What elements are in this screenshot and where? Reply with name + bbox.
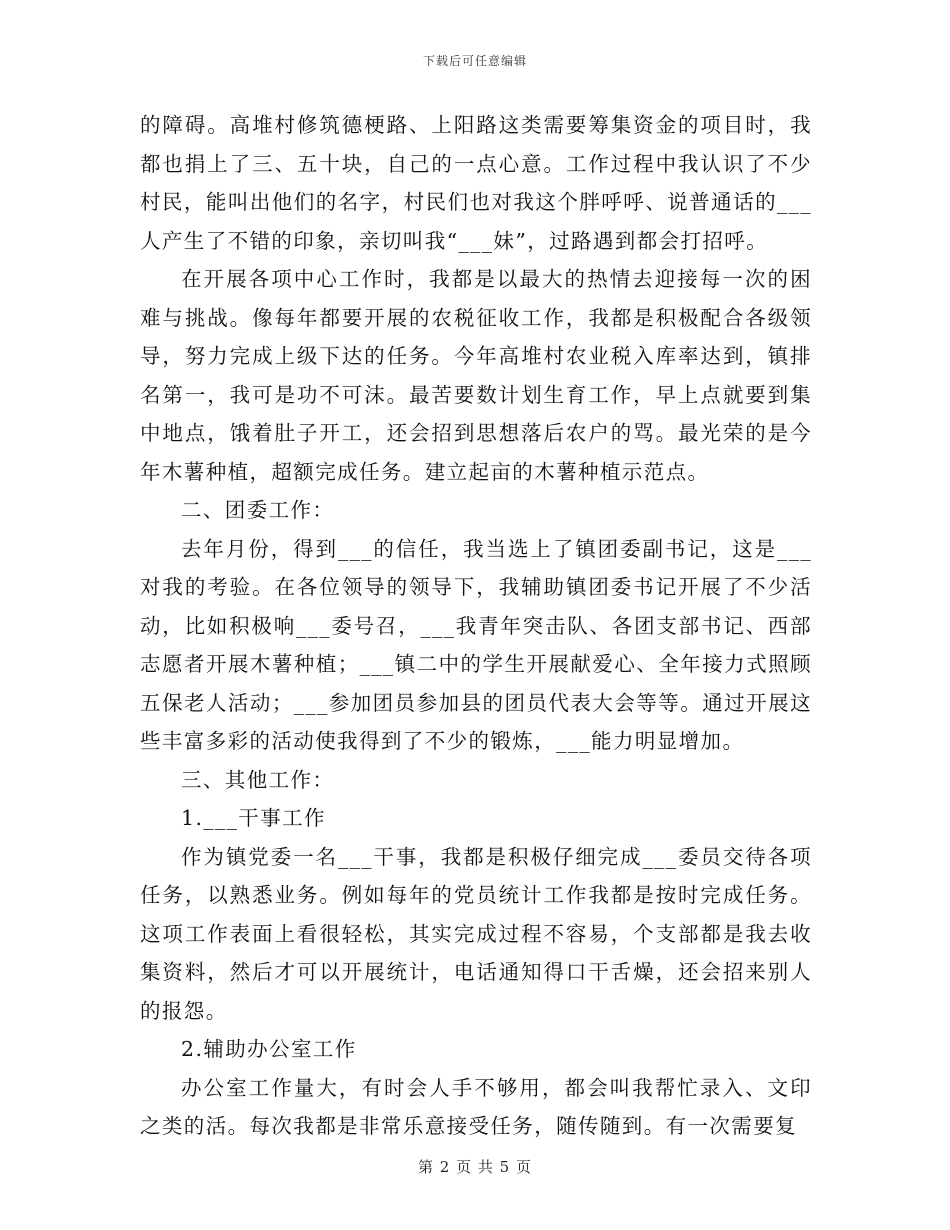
paragraph-2: 在开展各项中心工作时，我都是以最大的热情去迎接每一次的困难与挑战。像每年都要开展的农税征收工作，我都是积极配合各级领导，努力完成上级下达的任务。今年高堆村农业税入库率达到，镇排名第一，我可是功不可沫。最苦要数计划生育工作，早上点就要到集中地点，饿着肚子开工，还会招到思想落后农户的骂。最光荣的是今年木薯种植，超额完成任务。建立起亩的木薯种植示范点。 [140, 267, 812, 484]
page-header: 下载后可任意编辑 [422, 54, 527, 68]
paragraph-4: 作为镇党委一名___干事，我都是积极仔细完成___委员交待各项任务，以熟悉业务。例如每年的党员统计工作我都是按时完成任务。这项工作表面上看很轻松，其实完成过程不容易，个支部都是我去收集资料，然后才可以开展统计，电话通知得口干舌燥，还会招来别人的报怨。 [140, 844, 812, 1023]
subheading-2: 2.辅助办公室工作 [181, 1037, 357, 1061]
paragraph-5: 办公室工作量大，有时会人手不够用，都会叫我帮忙录入、文印之类的活。每次我都是非常乐意接受任务，随传随到。有一次需要复 [140, 1075, 812, 1138]
paragraph-3: 去年月份，得到___的信任，我当选上了镇团委副书记，这是___对我的考验。在各位领导的领导下，我辅助镇团委书记开展了不少活动，比如积极响___委号召，___我青年突击队、各团支部书记、西部志愿者开展木薯种植；___镇二中的学生开展献爱心、全年接力式照顾五保老人活动；___参加团员参加县的团员代表大会等等。通过开展这些丰富多彩的活动使我得到了不少的锻炼，___能力明显增加。 [140, 536, 812, 753]
document-body [140, 106, 812, 1146]
section-heading-league-work: 二、团委工作： [181, 498, 335, 522]
section-heading-other-work: 三、其他工作： [181, 767, 335, 792]
page-footer: 第 2 页 共 5 页 [418, 1158, 532, 1176]
subheading-1: 1.___干事工作 [181, 806, 326, 830]
paragraph-1: 的障碍。高堆村修筑德梗路、上阳路这类需要筹集资金的项目时，我都也捐上了三、五十块，自己的一点心意。工作过程中我认识了不少村民，能叫出他们的名字，村民们也对我这个胖呼呼、说普通话的___人产生了不错的印象，亲切叫我“___妹”，过路遇到都会打招呼。 [140, 113, 812, 253]
